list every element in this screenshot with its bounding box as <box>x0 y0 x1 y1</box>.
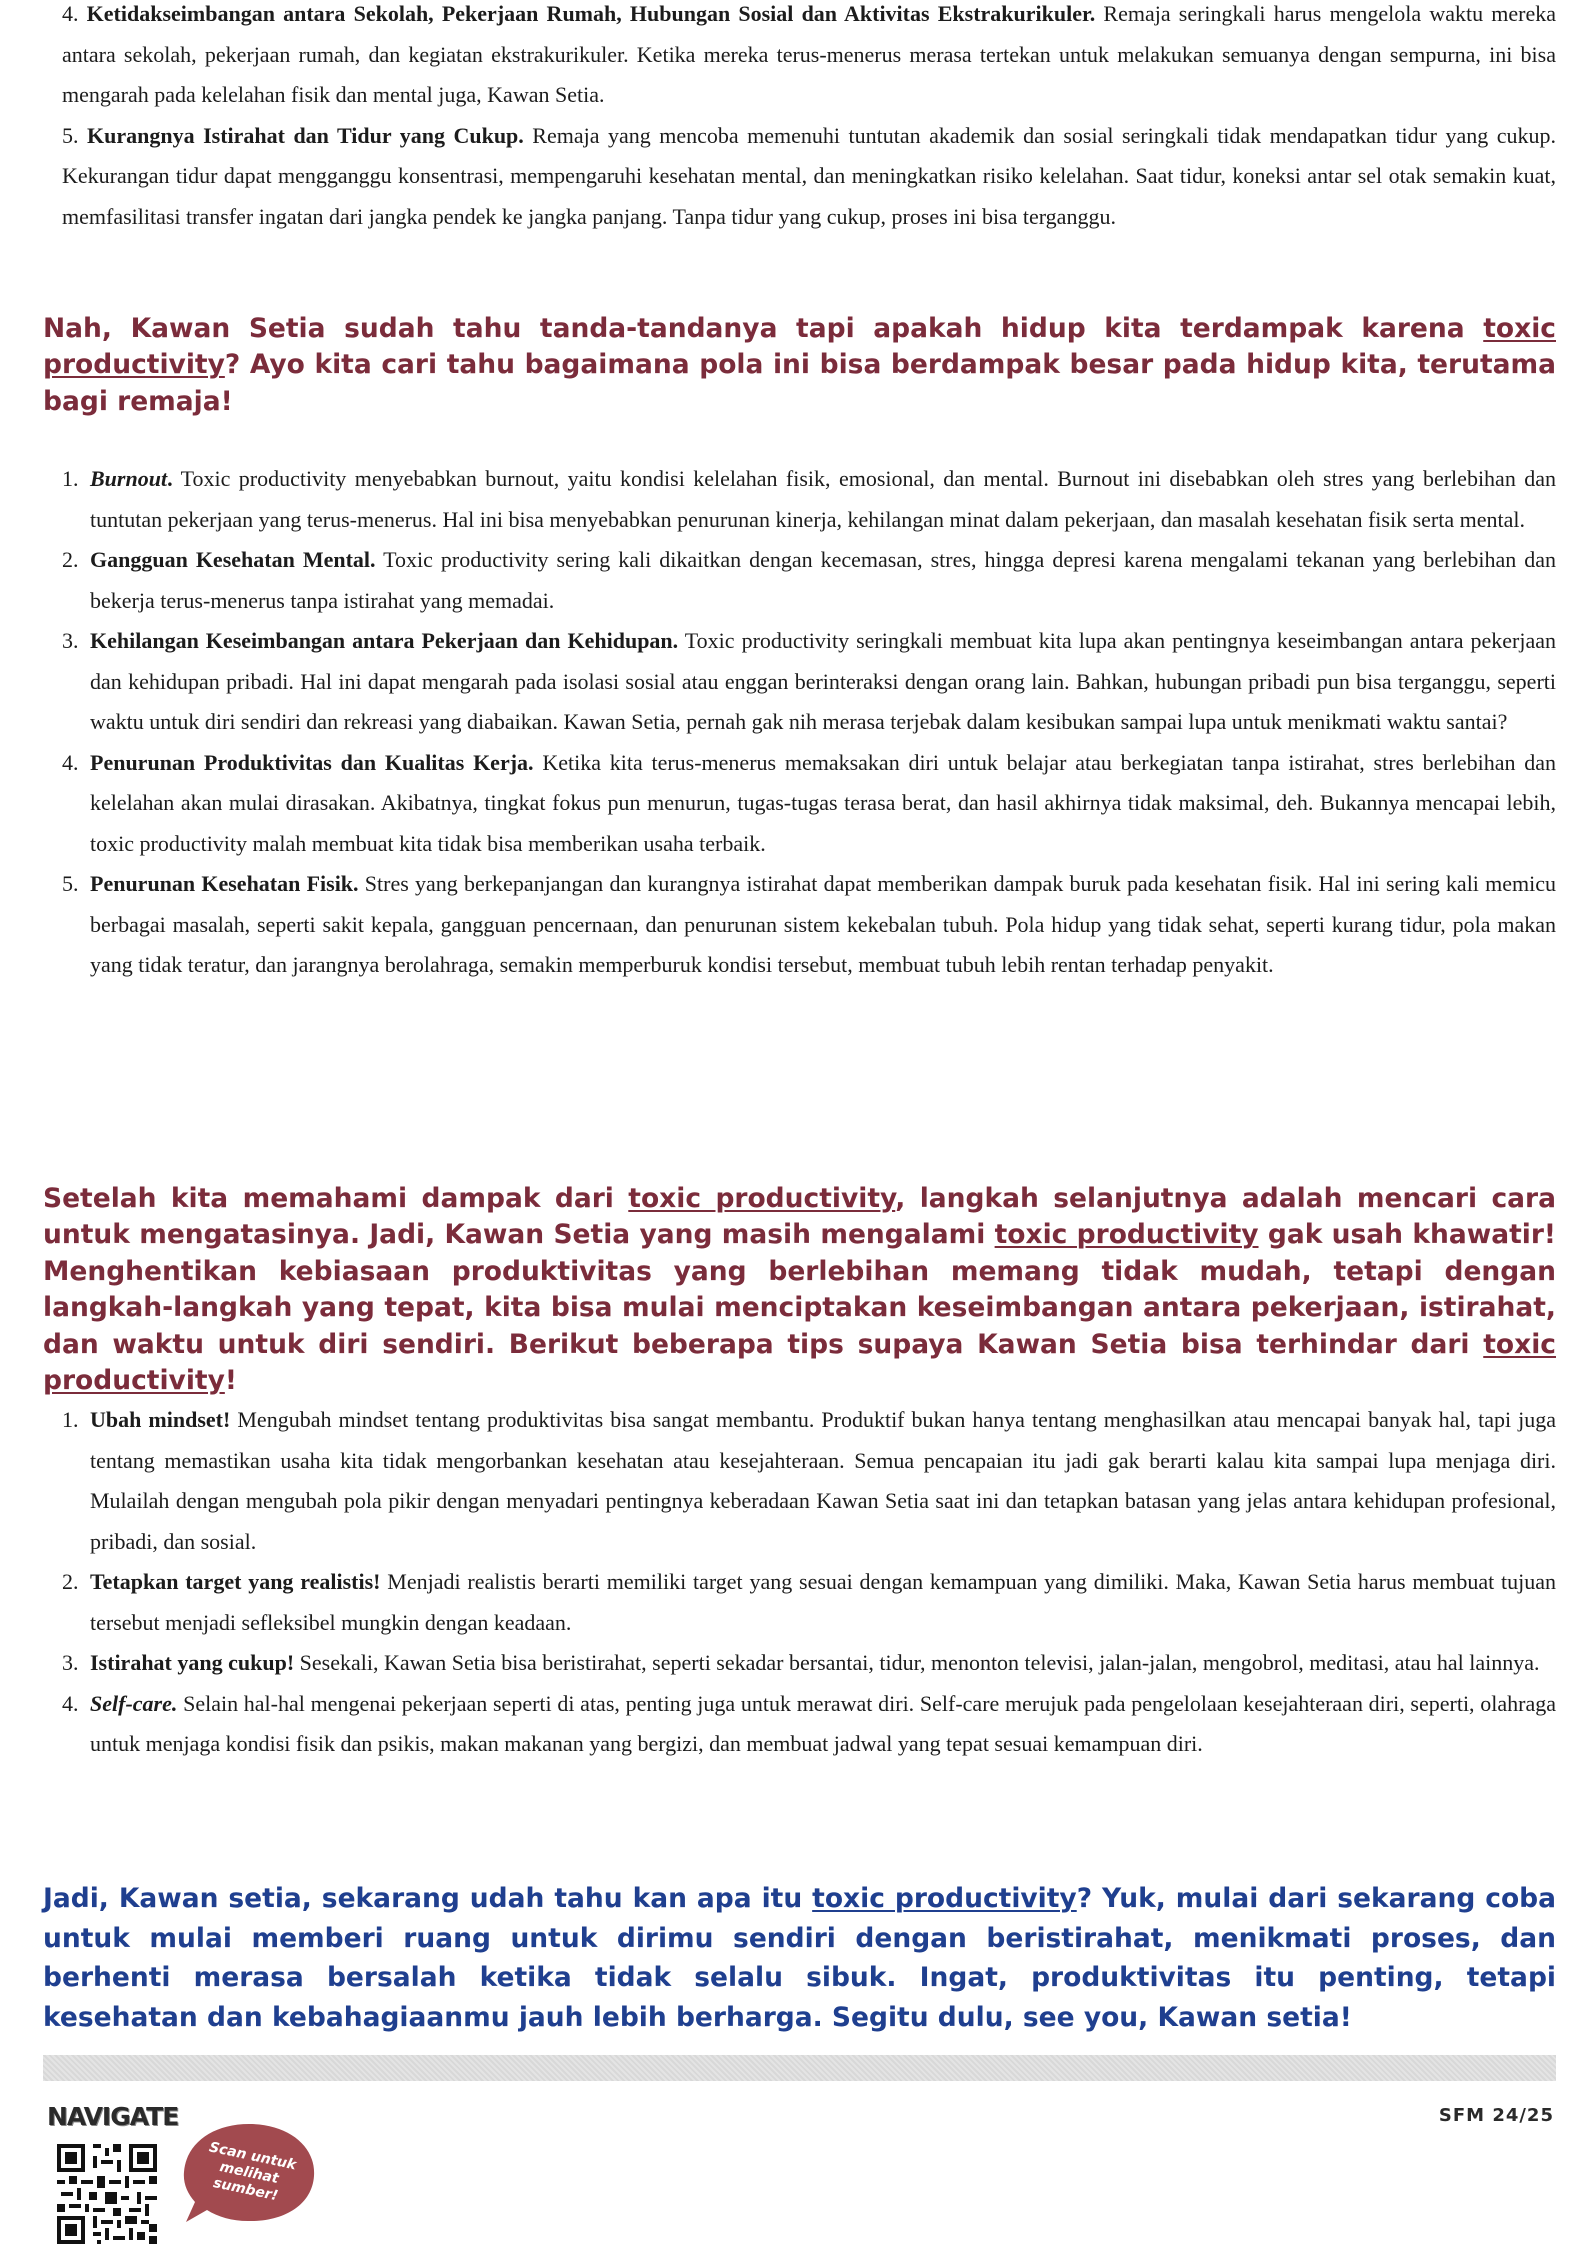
list-item-title: Penurunan Kesehatan Fisik. <box>90 871 359 896</box>
top-item-4 <box>62 0 1556 116</box>
list-item <box>62 1400 1556 1562</box>
qr-code-icon[interactable] <box>57 2144 157 2244</box>
list-item-text: Toxic productivity sering kali dikaitkan dengan kecemasan, stres, hingga depresi karena mengalami tekanan yang berlebihan dan bekerja terus-menerus tanpa istirahat yang memadai. <box>90 547 1556 613</box>
list-item-number: 5. <box>62 871 79 896</box>
heading-text: gak usah khawatir! Menghentikan kebiasaan produktivitas yang berlebihan memang tidak mudah, tetapi dengan langkah-langkah yang tepat, kita bisa mulai menciptakan keseimbangan antara pekerjaan, istirahat, dan waktu untuk diri sendiri. Berikut beberapa tips supaya Kawan Setia bisa terhindar dari <box>43 1219 1556 1360</box>
top-item-5 <box>62 116 1556 238</box>
list-item-title: Istirahat yang cukup! <box>90 1650 295 1675</box>
list-item-title: Tetapkan target yang realistis! <box>90 1569 381 1594</box>
list-item-text: Mengubah mindset tentang produktivitas bisa sangat membantu. Produktif bukan hanya tentang menghasilkan atau mencapai banyak hal, tapi juga tentang memastikan usaha kita tidak mengorbankan kesehatan atau kesejahteraan. Semua pencapaian itu jadi gak berarti kalau kita sampai lupa menjaga diri. Mulailah dengan mengubah pola pikir dengan menyadari pentingnya keberadaan Kawan Setia saat ini dan tetapkan batasan yang jelas antara kehidupan profesional, pribadi, dan sosial. <box>90 1407 1557 1554</box>
list-item: 1. Burnout. Toxic productivity menyebabkan burnout, yaitu kondisi kelelahan fisik, emosional, dan mental. Burnout ini disebabkan oleh stres yang berlebihan dan tuntutan pekerjaan yang terus-menerus. Hal ini bisa menyebabkan penurunan kinerja, kehilangan minat dalam pekerjaan, dan masalah kesehatan fisik serta mental. <box>62 459 1556 540</box>
list-item-number: 3. <box>62 628 79 653</box>
footer-divider <box>43 2055 1556 2081</box>
closing-link[interactable]: toxic productivity <box>812 1883 1077 1914</box>
top-item-title: Ketidakseimbangan antara Sekolah, Pekerjaan Rumah, Hubungan Sosial dan Aktivitas Ekstrakurikuler. <box>86 1 1096 26</box>
list-item-text: Selain hal-hal mengenai pekerjaan seperti di atas, penting juga untuk merawat diri. Self-care merujuk pada pengelolaan kesejahteraan diri, seperti, olahraga untuk menjaga kondisi fisik dan psikis, makan makanan yang bergizi, dan membuat jadwal yang tepat sesuai kemampuan diri. <box>90 1690 1556 1756</box>
list-item <box>62 540 1556 621</box>
closing-paragraph <box>43 1879 1556 2037</box>
heading-text: ? Ayo kita cari tahu bagaimana pola ini bisa berdampak besar pada hidup kita, terutama bagi remaja! <box>43 349 1556 417</box>
heading-link[interactable]: toxic productivity <box>628 1183 896 1214</box>
heading-link[interactable]: toxic productivity <box>994 1219 1259 1251</box>
top-items <box>62 0 1556 237</box>
heading-text: ! <box>224 1365 237 1397</box>
top-item-title: Kurangnya Istirahat dan Tidur yang Cukup. <box>87 122 524 148</box>
list-item <box>62 1684 1556 1765</box>
closing-text: Jadi, Kawan setia, sekarang udah tahu kan apa itu <box>43 1883 813 1914</box>
list-item-text: Ketika kita terus-menerus memaksakan diri untuk belajar atau berkegiatan tanpa istirahat, stres berlebihan dan kelelahan akan mulai dirasakan. Akibatnya, tingkat fokus pun menurun, tugas-tugas terasa berat, dan hasil akhirnya tidak maksimal, deh. Bukannya mencapai lebih, toxic productivity malah membuat kita tidak bisa memberikan usaha terbaik. <box>90 749 1556 856</box>
section-heading-impacts <box>43 311 1556 420</box>
heading-text: Nah, Kawan Setia sudah tahu tanda-tandanya tapi apakah hidup kita terdampak karena <box>43 313 1484 344</box>
list-item <box>62 743 1556 865</box>
list-item-text: Sesekali, Kawan Setia bisa beristirahat, seperti sekadar bersantai, tidur, menonton televisi, jalan-jalan, mengobrol, meditasi, atau hal lainnya. <box>299 1650 1540 1675</box>
section-heading-tips <box>43 1181 1556 1399</box>
top-item-text: Remaja yang mencoba memenuhi tuntutan akademik dan sosial seringkali tidak mendapatkan tidur yang cukup. Kekurangan tidur dapat mengganggu konsentrasi, mempengaruhi kesehatan mental, dan meningkatkan risiko kelelahan. Saat tidur, koneksi antar sel otak semakin kuat, memfasilitasi transfer ingatan dari jangka pendek ke jangka panjang. Tanpa tidur yang cukup, proses ini bisa terganggu. <box>62 122 1557 229</box>
list-item-text: Toxic productivity seringkali membuat kita lupa akan pentingnya keseimbangan antara pekerjaan dan kehidupan pribadi. Hal ini dapat mengarah pada isolasi sosial atau enggan berinteraksi dengan orang lain. Bahkan, hubungan pribadi pun bisa terganggu, seperti waktu untuk diri sendiri dan rekreasi yang diabaikan. Kawan Setia, pernah gak nih merasa terjebak dalam kesibukan sampai lupa untuk menikmati waktu santai? <box>90 628 1556 734</box>
list-item-title: Kehilangan Keseimbangan antara Pekerjaan dan Kehidupan. <box>90 628 679 653</box>
top-item-num: 5. <box>62 122 79 148</box>
list-item-number: 4. <box>62 749 79 775</box>
list-item <box>62 1643 1556 1684</box>
list-item <box>62 621 1556 743</box>
list-item-title: Penurunan Produktivitas dan Kualitas Kerja. <box>90 749 534 775</box>
list-item-number: 3. <box>62 1650 79 1675</box>
list-item-number: 1. <box>62 1407 79 1432</box>
top-item-num: 4. <box>62 1 79 26</box>
heading-text: , langkah selanjutnya adalah mencari cara untuk mengatasinya. Jadi, Kawan Setia yang masih mengalami <box>43 1183 1557 1251</box>
closing-text: ? Yuk, mulai dari sekarang coba untuk mulai memberi ruang untuk dirimu sendiri dengan beristirahat, menikmati proses, dan berhenti merasa bersalah ketika tidak selalu sibuk. Ingat, produktivitas itu penting, tetapi kesehatan dan kebahagiaanmu jauh lebih berharga. Segitu dulu, see you, Kawan setia! <box>43 1883 1557 2033</box>
heading-text: Setelah kita memahami dampak dari <box>43 1183 629 1214</box>
list-item-number: 2. <box>62 547 79 572</box>
list-item-text: Toxic productivity menyebabkan burnout, yaitu kondisi kelelahan fisik, emosional, dan mental. Burnout ini disebabkan oleh stres yang berlebihan dan tuntutan pekerjaan yang terus-menerus. Hal ini bisa menyebabkan penurunan kinerja, kehilangan minat dalam pekerjaan, dan masalah kesehatan fisik serta mental. <box>90 466 1556 532</box>
scan-instruction: Scan untuk melihat sumber! <box>207 2139 298 2205</box>
navigate-logo: NAVIGATE <box>47 2102 179 2131</box>
list-item-title: Burnout <box>90 466 168 491</box>
page-number: SFM 24/25 <box>1438 2105 1554 2126</box>
list-item <box>62 864 1556 986</box>
list-item-text: Menjadi realistis berarti memiliki target yang sesuai dengan kemampuan yang dimiliki. Maka, Kawan Setia harus membuat tujuan tersebut menjadi sefleksibel mungkin dengan keadaan. <box>90 1569 1556 1635</box>
list-item-number: 2. <box>62 1569 79 1594</box>
tips-list <box>62 1400 1556 1765</box>
heading-link[interactable]: toxic productivity <box>43 313 1556 381</box>
list-item-number: 1. <box>62 466 79 491</box>
list-item-text: Stres yang berkepanjangan dan kurangnya istirahat dapat memberikan dampak buruk pada kesehatan fisik. Hal ini sering kali memicu berbagai masalah, seperti sakit kepala, gangguan pencernaan, dan penurunan sistem kekebalan tubuh. Pola hidup yang tidak sehat, seperti kurang tidur, pola makan yang tidak teratur, dan jarangnya berolahraga, semakin memperburuk kondisi tersebut, membuat tubuh lebih rentan terhadap penyakit. <box>90 871 1557 977</box>
list-item-title: Self-care. <box>90 1690 178 1716</box>
list-item-title: Ubah mindset! <box>90 1407 231 1432</box>
impacts-list <box>62 459 1556 986</box>
heading-link[interactable]: toxic productivity <box>43 1328 1556 1397</box>
list-item <box>62 1562 1556 1643</box>
top-item-text: Remaja seringkali harus mengelola waktu mereka antara sekolah, pekerjaan rumah, dan kegiatan ekstrakurikuler. Ketika mereka terus-menerus merasa tertekan untuk melakukan semuanya dengan sempurna, ini bisa mengarah pada kelelahan fisik dan mental juga, Kawan Setia. <box>62 1 1556 107</box>
list-item-number: 4. <box>62 1690 79 1716</box>
list-item-title: Gangguan Kesehatan Mental. <box>90 547 376 572</box>
